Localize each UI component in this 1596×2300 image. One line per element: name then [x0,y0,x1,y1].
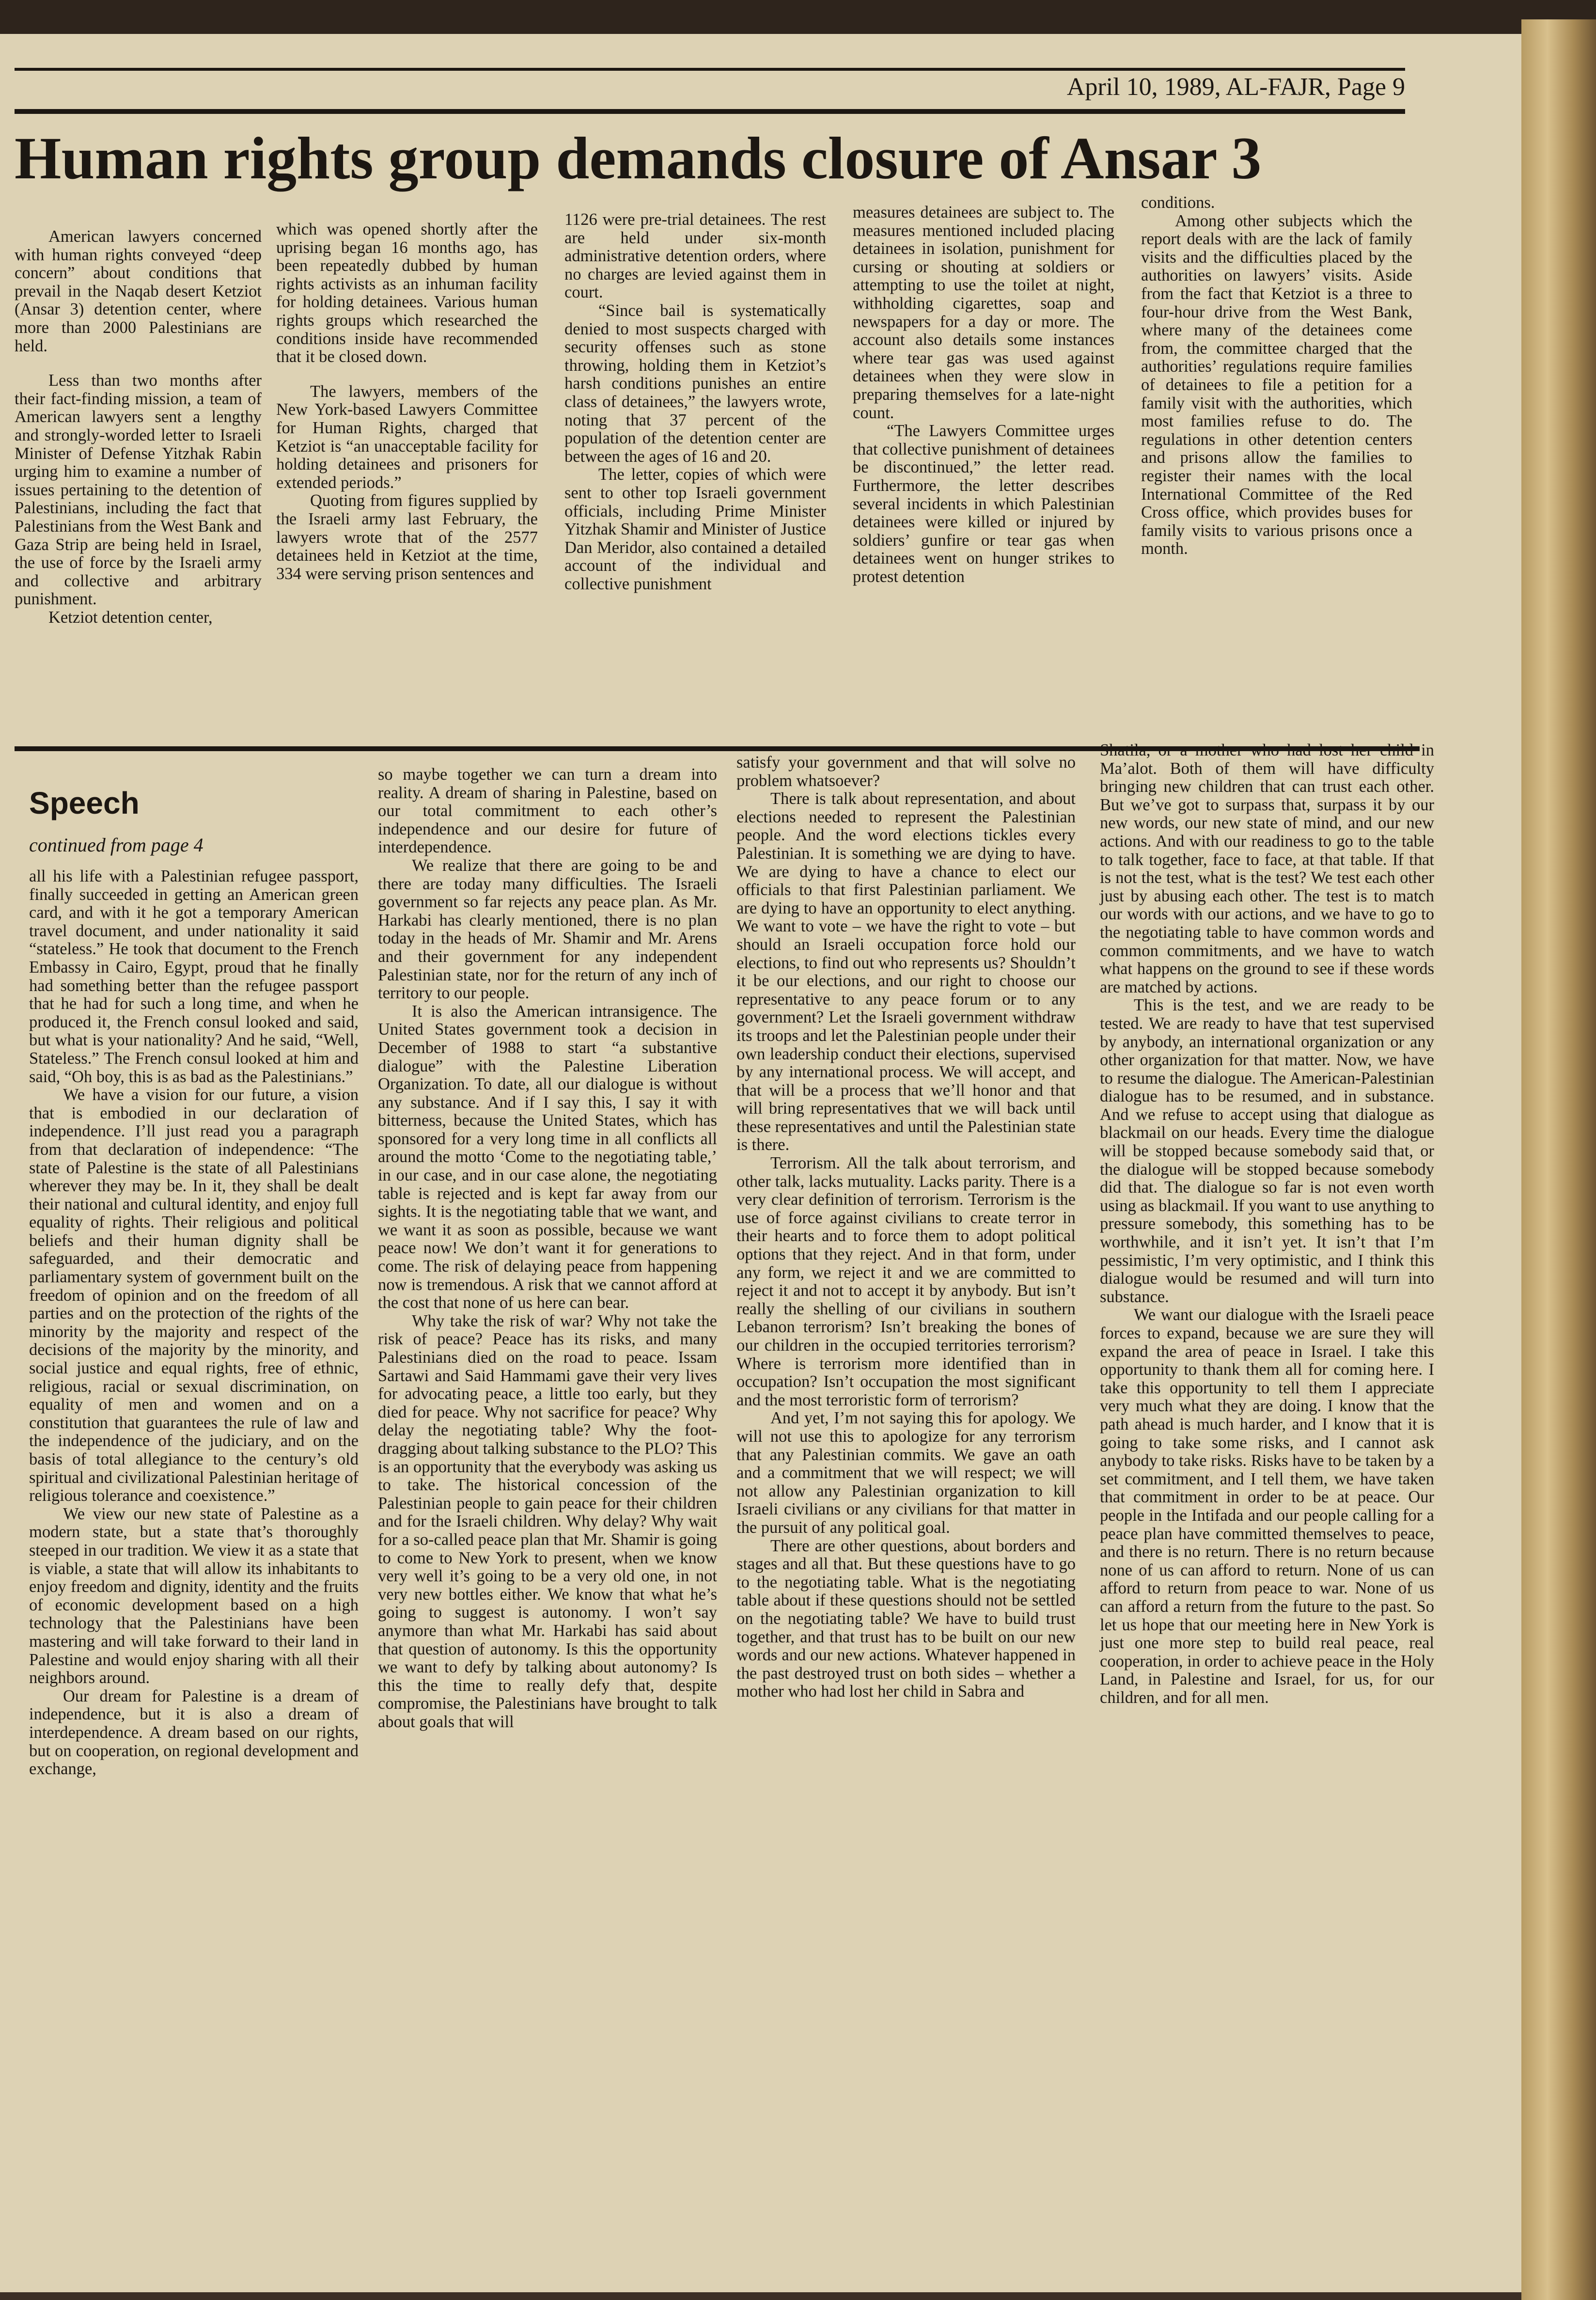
paragraph: satisfy your government and that will solve no problem whatsoever? [736,753,1076,790]
paragraph: This is the test, and we are ready to be tested. We are ready to have that test supervised by anybody, an international organization or any other organization for that matter. Now, we have to resume the dialogue. The American-Palestinian dialogue has to be resumed, and in substance. And we refuse to accept using that dialogue as blackmail on our heads. Every time the dialogue will be stopped because somebody said that, or the dialogue will be stopped because somebody did that. The dialogue so far is not even worth using as blackmail. If you want to use anything to pressure somebody, this something has to be worthwhile, and it isn’t yet. It isn’t that I’m pessimistic, I’m very optimistic, and I think this dialogue would be resumed and will turn into substance. [1100,996,1434,1306]
paragraph: There is talk about representation, and about elections needed to represent the Palestinian people. And the word elections tickles every Palestinian. It is something we are dying to have. We are dying to have a chance to elect our officials to that first Palestinian parliament. We are dying to have an opportunity to elect anything. We want to vote – we have the right to vote – but should an Israeli occupation force hold our elections, to find out who represents us? Shouldn’t it be our elections, and our right to choose our representative to any peace forum or to any government? Let the Israeli government withdraw its troops and let the Palestinian people under their own leadership conduct their elections, supervised by any international process. We will accept, and that will be a process that we’ll honor and that will bring representatives that we will back until these representatives and until the Palestinian state is there. [736,789,1076,1154]
paragraph: Why take the risk of war? Why not take the risk of peace? Peace has its risks, and many Palestinians died on the road to peace. Issam Sartawi and Said Hammami gave their very lives for advocating peace, a little too early, but they died for peace. Why not sacrifice for peace? Why delay the negotiating table? Why the foot-dragging about talking substance to the PLO? This is an opportunity that the everybody was asking us to take. The historical concession of the Palestinian people to gain peace for their children and for the Israeli children. Why delay? Why wait for a so-called peace plan that Mr. Shamir is going to come to New York to present, when we know very well it’s going to be a very old one, in not very new bottles either. We know that what he’s going to suggest is autonomy. I won’t say anymore than what Mr. Harkabi has said about that question of autonomy. Is this the opportunity we want to defy by talking about autonomy? Is this the time to really defy that, despite compromise, the Palestinians have brought to talk about goals that will [378,1311,717,1731]
paragraph: 1126 were pre-trial detainees. The rest are held under six-month administrative detention orders, where no charges are levied against them in court. [564,210,826,302]
running-head: April 10, 1989, AL-FAJR, Page 9 [1066,73,1405,101]
paragraph: Less than two months after their fact-finding mission, a team of American lawyers sent a lengthy and strongly-worded letter to Israeli Minister of Defense Yitzhak Rabin urging him to examine a number of issues pertaining to the detention of Palestinians, including the fact that Palestinians from the West Bank and Gaza Strip are being held in Israel, the use of force by the Israeli army and collective and arbitrary punishment. [15,371,262,609]
paragraph: And yet, I’m not saying this for apology. We will not use this to apologize for any terrorism that any Palestinian commits. We gave an oath and a commitment that we will respect; we will not allow any Palestinian organization to kill Israeli civilians or any civilians for that matter in the pursuit of any political goal. [736,1409,1076,1537]
paragraph: which was opened shortly after the uprising began 16 months ago, has been repeatedly dubbed by human rights activists as an inhuman facility for holding detainees. Various human rights groups which researched the conditions inside have recommended that it be closed down. [276,220,538,366]
header-rule-top [15,68,1405,71]
paragraph: We want our dialogue with the Israeli peace forces to expand, because we are sure they will expand the area of peace in Israel. I take this opportunity to thank them all for coming here. I take this opportunity to tell them I appreciate very much what they are doing. I know that the path ahead is much harder, and I know that it is going to take some risks, and I cannot ask anybody to take risks. Risks have to be taken by a set commitment, and I tell them, we have taken that commitment in order to be at peace. Our people in the Intifada and our people calling for a peace plan have committed themselves to peace, and there is no return. There is no return because none of us can afford to return. None of us can afford to return from peace to war. None of us can afford a return from the future to the past. So let us hope that our meeting here in New York is just one more step to build real peace, real cooperation, in order to achieve peace in the Holy Land, in Palestine and Israel, for us, for our children, and for all men. [1100,1306,1434,1707]
paragraph: It is also the American intransigence. The United States government took a decision in December of 1988 to start “a substantive dialogue” with the Palestine Liberation Organization. To date, all our dialogue is without any substance. And if I say this, I say it with bitterness, because the United States, which has sponsored for a very long time in all conflicts all around the motto ‘Come to the negotiating table,’ in our case, and in our case alone, the negotiating table is rejected and is kept far away from our sights. It is the negotiating table that we want, and we want it as soon as possible, because we want peace now! We don’t want it for generations to come. The risk of delaying peace from happening now is tremendous. A risk that we cannot afford at the cost that none of us here can bear. [378,1002,717,1312]
headline: Human rights group demands closure of Ansar 3 [15,125,1262,191]
paragraph: conditions. [1141,193,1215,212]
speech-title: Speech [29,786,140,820]
paragraph: all his life with a Palestinian refugee passport, finally succeeded in getting an American green card, and with it he got a temporary American travel document, and under nationality it said “stateless.” He took that document to the French Embassy in Cairo, Egypt, proud that he finally had something better than the refugee passport that he had for such a long time, and when he produced it, the French consul looked and said, but what is your nationality? And he said, “Well, Stateless.” The French consul looked at him and said, “Oh boy, this is as bad as the Palestinians.” [29,867,359,1086]
paragraph: We view our new state of Palestine as a modern state, but a state that’s thoroughly steeped in our tradition. We view it as a state that is viable, a state that will allow its inhabitants to enjoy freedom and dignity, identity and the fruits of economic development based on a high technology that the Palestinians have been mastering and will take forward to their land in Palestine and would enjoy sharing with all their neighbors around. [29,1504,359,1687]
article1-column-4 [853,204,1114,586]
paragraph: We realize that there are going to be and there are today many difficulties. The Israeli government so far rejects any peace plan. As Mr. Harkabi has clearly mentioned, there is no plan today in the heads of Mr. Shamir and Mr. Arens and their government for any independent Palestinian state, nor for the return of any inch of territory to our people. [378,856,717,1003]
article2-column-2 [378,766,717,1731]
article2-column-1 [29,867,359,1779]
article2-column-3 [736,754,1076,1701]
book-binding-edge [1521,19,1596,2300]
article1-column-3 [564,211,826,593]
article1-column-5 [1141,194,1412,558]
paragraph: “The Lawyers Committee urges that collective punishment of detainees be discontinued,” the letter read. Furthermore, the letter describes several incidents in which Palestinian detainees were killed or injured by soldiers’ gunfire or tear gas when detainees went on hunger strikes to protest detention [853,422,1114,586]
article1-column-2 [276,221,538,583]
paragraph: Quoting from figures supplied by the Israeli army last February, the lawyers wrote that of the 2577 detainees held in Ketziot at the time, 334 were serving prison sentences and [276,491,538,583]
scan-top-edge [0,0,1596,39]
article1-column-1 [15,228,262,627]
header-rule-bottom [15,109,1405,114]
paragraph: American lawyers concerned with human rights conveyed “deep concern” about conditions that prevail in the Naqab desert Ketziot (Ansar 3) detention center, where more than 2000 Palestinians are held. [15,227,262,355]
paragraph: Among other subjects which the report deals with are the lack of family visits and the difficulties placed by the authorities on lawyers’ visits. Aside from the fact that Ketziot is a three to four-hour drive from the West Bank, where many of the detainees come from, the committee charged that the authorities’ regulations require families of detainees to file a petition for a family visit with the authorities, which most families refuse to do. The regulations in other detention centers and prisons allow the families to register their names with the local International Committee of the Red Cross office, which provides buses for family visits to various prisons once a month. [1141,211,1412,558]
paragraph: “Since bail is systematically denied to most suspects charged with security offenses such as stone throwing, holding them in Ketziot’s harsh conditions punishes an entire class of detainees,” the lawyers wrote, noting that 37 percent of the population of the detention center are between the ages of 16 and 20. [564,301,826,466]
paragraph: The lawyers, members of the New York-based Lawyers Committee for Human Rights, charged that Ketziot is “an unacceptable facility for holding detainees and prisoners for extended periods.” [276,382,538,492]
paragraph: Terrorism. All the talk about terrorism, and other talk, lacks mutuality. Lacks parity. There is a very clear definition of terrorism. Terrorism is the use of force against civilians to create terror in their hearts and to force them to adopt political options that they reject. And in that form, under any form, we reject it and we are committed to reject it and not to accept it by anybody. But isn’t really the shelling of our civilians in southern Lebanon terrorism? Isn’t breaking the bones of our children in the occupied territories terrorism? Where is terrorism more identified than in occupation? Isn’t occupation the most significant and the most terroristic form of terrorism? [736,1154,1076,1409]
article2-column-4 [1100,741,1434,1707]
paragraph: We have a vision for our future, a vision that is embodied in our declaration of independence. I’ll just read you a paragraph from that declaration of independence: “The state of Palestine is the state of all Palestinians wherever they may be. In it, they shall be dealt their national and cultural identity, and enjoy full equality of rights. Their religious and political beliefs and their human dignity shall be safeguarded, and their democratic and parliamentary system of government built on the freedom of opinion and on the freedom of all parties and on the protection of the rights of the minority by the majority and respect of the decisions of the majority by the minority, and social justice and equal rights, free of ethnic, religious, racial or sexual discrimination, on equality of men and women and on a constitution that guarantees the rule of law and the independence of the judiciary, and on the basis of total allegiance to the century’s old spiritual and civilizational Palestinian heritage of religious tolerance and coexistence.” [29,1086,359,1505]
paragraph: Our dream for Palestine is a dream of independence, but it is also a dream of interdependence. A dream based on our rights, but on cooperation, on regional development and exchange, [29,1686,359,1779]
paragraph: so maybe together we can turn a dream into reality. A dream of sharing in Palestine, based on our total commitment to each other’s independence and our desire for future of interdependence. [378,765,717,857]
paragraph: measures detainees are subject to. The measures mentioned included placing detainees in isolation, punishment for cursing or shouting at soldiers or attempting to use the toilet at night, withholding cigarettes, soap and newspapers for a day or more. The account also details some instances where tear gas was used against detainees when they were slow in preparing themselves for a late-night count. [853,203,1114,422]
paragraph: There are other questions, about borders and stages and all that. But these questions have to go to the negotiating table. What is the negotiating table about if these questions should not be settled on the negotiating table? We have to build trust together, and that trust has to be built on our new words and our new actions. Whatever happened in the past destroyed trust on both sides – whether a mother who had lost her child in Sabra and [736,1536,1076,1701]
paragraph: Ketziot detention center, [48,608,213,627]
paragraph: Shatila, or a mother who had lost her child in Ma’alot. Both of them will have difficulty bringing new children that can trust each other. But we’ve got to surpass that, surpass it by our new words, our new state of mind, and our new actions. And with our readiness to go to the table to talk together, face to face, at that table. If that is not the test, what is the test? We test each other just by abusing each other. The test is to match our words with our actions, and we have to go to the negotiating table to have common words and common commitments, and we have to watch what happens on the ground to see if these words are matched by actions. [1100,741,1434,996]
continued-line: continued from page 4 [29,834,203,856]
paragraph: The letter, copies of which were sent to other top Israeli government officials, including Prime Minister Yitzhak Shamir and Minister of Justice Dan Meridor, also contained a detailed account of the individual and collective punishment [564,465,826,593]
